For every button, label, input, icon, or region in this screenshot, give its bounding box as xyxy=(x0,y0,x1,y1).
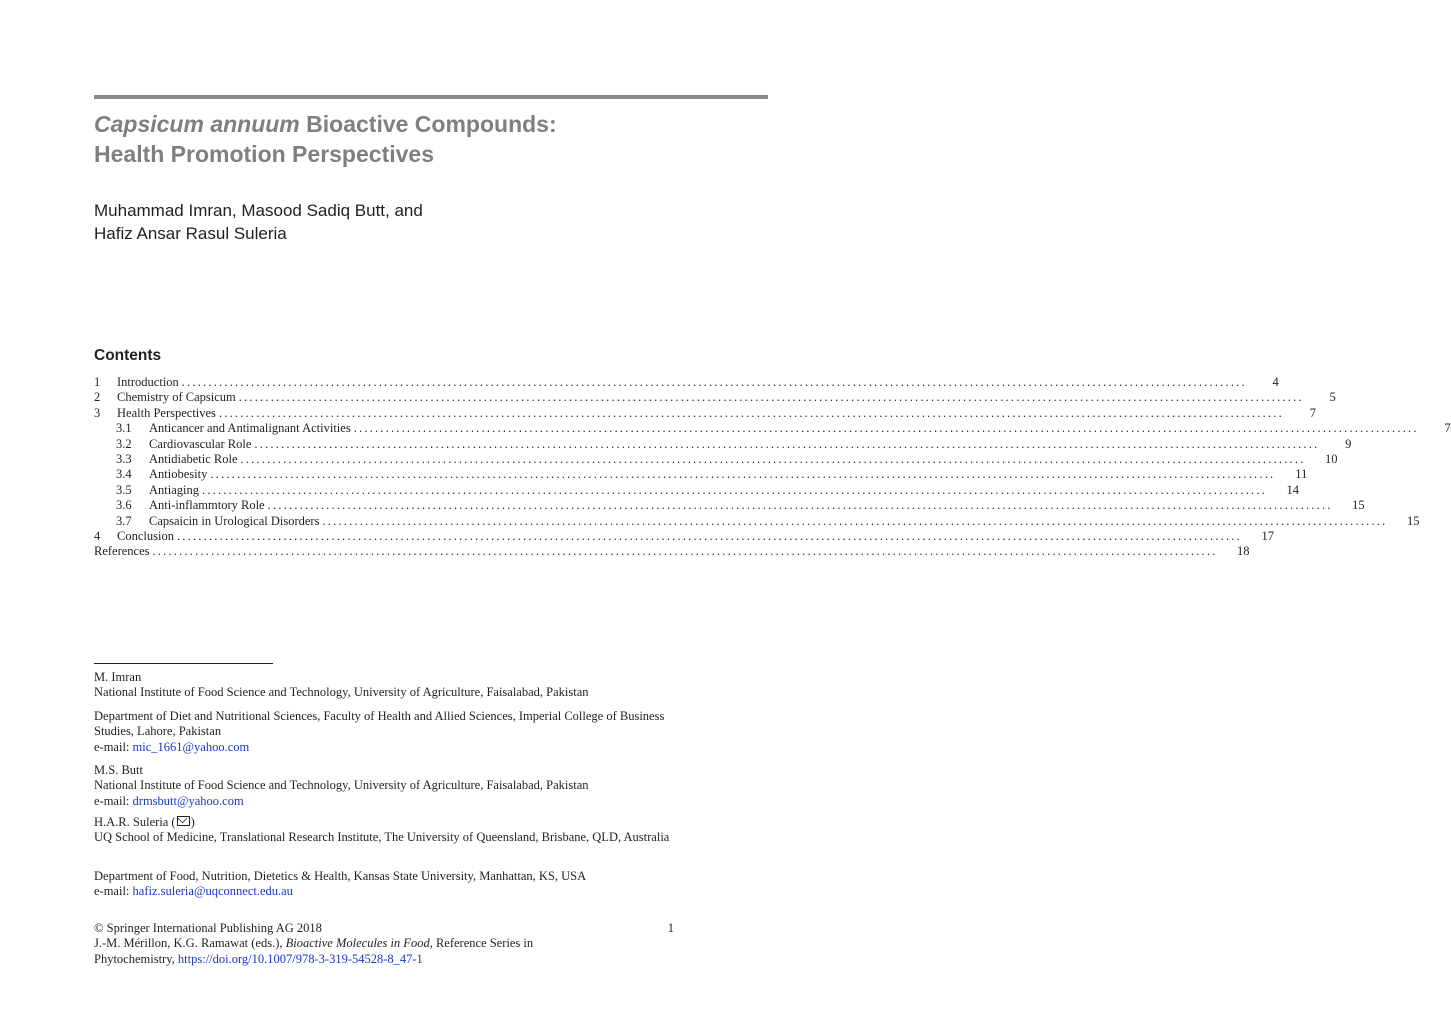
toc-number: 3.6 xyxy=(116,498,132,513)
footnote-suleria-2 xyxy=(94,869,684,900)
page-footer xyxy=(94,921,674,967)
toc-page: 7 xyxy=(1309,405,1316,420)
toc-entry[interactable] xyxy=(94,528,1274,544)
toc-entry[interactable] xyxy=(94,544,1250,559)
toc-leader: ........................................................................................................................................................................................................ xyxy=(353,421,1419,436)
table-of-contents xyxy=(94,375,1451,560)
toc-leader: ........................................................................................................................................................................................................ xyxy=(240,451,1306,466)
toc-entry[interactable] xyxy=(94,375,1279,390)
toc-page: 15 xyxy=(1352,498,1365,513)
toc-label: Capsaicin in Urological Disorders xyxy=(149,513,320,528)
toc-page: 18 xyxy=(1237,544,1250,559)
contents-heading: Contents xyxy=(94,347,162,364)
toc-page: 4 xyxy=(1272,375,1279,389)
toc-leader: ........................................................................................................................................................................................................ xyxy=(267,498,1333,513)
toc-entry[interactable] xyxy=(94,421,1451,436)
toc-number: 4 xyxy=(94,528,101,543)
toc-leader: ........................................................................................................................................................................................................ xyxy=(181,375,1247,389)
affiliation: Department of Food, Nutrition, Dietetics & Health, Kansas State University, Manhattan, KS, USA xyxy=(94,869,587,883)
citation-line2-prefix: Phytochemistry, xyxy=(94,951,178,966)
toc-leader: ........................................................................................................................................................................................................ xyxy=(202,482,1267,497)
toc-page: 11 xyxy=(1295,467,1308,482)
author-name: M.S. Butt xyxy=(94,763,143,777)
toc-entry[interactable] xyxy=(94,405,1316,421)
toc-leader: ........................................................................................................................................................................................................ xyxy=(322,513,1388,528)
page-number: 1 xyxy=(667,921,674,935)
toc-number: 3 xyxy=(94,405,101,420)
affiliation: National Institute of Food Science and Technology, University of Agriculture, Faisalabad, Pakistan xyxy=(94,685,589,700)
toc-page: 10 xyxy=(1325,451,1338,466)
toc-entry[interactable] xyxy=(94,451,1338,467)
toc-label: Chemistry of Capsicum xyxy=(117,390,236,405)
copyright: © Springer International Publishing AG 2018 xyxy=(94,921,322,935)
toc-page: 14 xyxy=(1286,482,1299,497)
toc-label: Antiaging xyxy=(149,482,199,497)
envelope-icon xyxy=(177,816,190,826)
toc-page: 5 xyxy=(1329,390,1336,405)
toc-entry[interactable] xyxy=(94,436,1352,452)
authors-line2: Hafiz Ansar Rasul Suleria xyxy=(94,224,287,243)
citation-suffix: , Reference Series in xyxy=(429,936,534,951)
toc-leader: ........................................................................................................................................................................................................ xyxy=(218,405,1284,420)
toc-label: Cardiovascular Role xyxy=(149,436,252,451)
title-line2: Health Promotion Perspectives xyxy=(94,141,434,167)
authors-line1: Muhammad Imran, Masood Sadiq Butt, and xyxy=(94,201,423,220)
footnote-imran xyxy=(94,670,684,701)
toc-label: Anti-inflammtory Role xyxy=(149,498,265,513)
citation-prefix: J.-M. Mérillon, K.G. Ramawat (eds.), xyxy=(94,936,286,951)
author-name: H.A.R. Suleria ( xyxy=(94,815,176,829)
affiliation: National Institute of Food Science and Technology, University of Agriculture, Faisalabad, Pakistan xyxy=(94,778,589,793)
toc-leader: ........................................................................................................................................................................................................ xyxy=(176,528,1242,543)
email-label: e-mail: xyxy=(94,793,133,808)
footnote-rule xyxy=(94,663,273,664)
toc-number: 3.3 xyxy=(116,451,132,466)
toc-page: 7 xyxy=(1444,421,1451,436)
toc-label: Health Perspectives xyxy=(117,405,216,420)
author-name-close: ) xyxy=(190,815,195,829)
authors xyxy=(94,199,694,245)
toc-number: 2 xyxy=(94,390,101,405)
toc-number: 1 xyxy=(94,375,101,389)
toc-leader: ........................................................................................................................................................................................................ xyxy=(210,467,1276,482)
toc-entry[interactable] xyxy=(94,390,1336,405)
toc-number: 3.2 xyxy=(116,436,132,451)
footnote-imran-2 xyxy=(94,709,684,755)
email-link[interactable]: mic_1661@yahoo.com xyxy=(132,739,250,754)
affiliation: Department of Diet and Nutritional Sciences, Faculty of Health and Allied Sciences, Imperial College of Business Studies, Lahore, Pakistan xyxy=(94,709,665,739)
toc-label: Anticancer and Antimalignant Activities xyxy=(149,421,351,436)
footnote-suleria xyxy=(94,815,684,846)
toc-page: 17 xyxy=(1261,528,1274,543)
email-link[interactable]: drmsbutt@yahoo.com xyxy=(132,793,244,808)
toc-number: 3.1 xyxy=(116,421,132,436)
toc-entry[interactable] xyxy=(94,482,1299,498)
toc-leader: ........................................................................................................................................................................................................ xyxy=(238,390,1304,405)
footnote-butt xyxy=(94,763,684,809)
title-italic-part: Capsicum annuum xyxy=(94,111,300,137)
email-label: e-mail: xyxy=(94,884,133,899)
email-link[interactable]: hafiz.suleria@uqconnect.edu.au xyxy=(132,884,293,899)
toc-label: References xyxy=(94,544,150,559)
affiliation: UQ School of Medicine, Translational Research Institute, The University of Queensland, Brisbane, QLD, Australia xyxy=(94,830,670,845)
toc-entry[interactable] xyxy=(94,498,1365,513)
toc-label: Antiobesity xyxy=(149,467,208,482)
toc-label: Introduction xyxy=(117,375,179,389)
toc-page: 9 xyxy=(1345,436,1352,451)
toc-entry[interactable] xyxy=(94,467,1308,482)
toc-label: Antidiabetic Role xyxy=(149,451,238,466)
author-name: M. Imran xyxy=(94,670,142,684)
email-label: e-mail: xyxy=(94,739,133,754)
toc-leader: ........................................................................................................................................................................................................ xyxy=(254,436,1320,451)
top-rule xyxy=(94,95,768,99)
toc-entry[interactable] xyxy=(94,513,1420,529)
toc-number: 3.4 xyxy=(116,467,132,482)
toc-number: 3.7 xyxy=(116,513,132,528)
citation-book: Bioactive Molecules in Food xyxy=(285,936,430,951)
chapter-title xyxy=(94,109,714,169)
toc-number: 3.5 xyxy=(116,482,132,497)
toc-leader: ........................................................................................................................................................................................................ xyxy=(152,544,1218,559)
toc-label: Conclusion xyxy=(117,528,174,543)
title-rest: Bioactive Compounds: xyxy=(299,111,557,137)
doi-link[interactable]: https://doi.org/10.1007/978-3-319-54528-8_47-1 xyxy=(177,951,423,966)
toc-page: 15 xyxy=(1406,513,1420,528)
